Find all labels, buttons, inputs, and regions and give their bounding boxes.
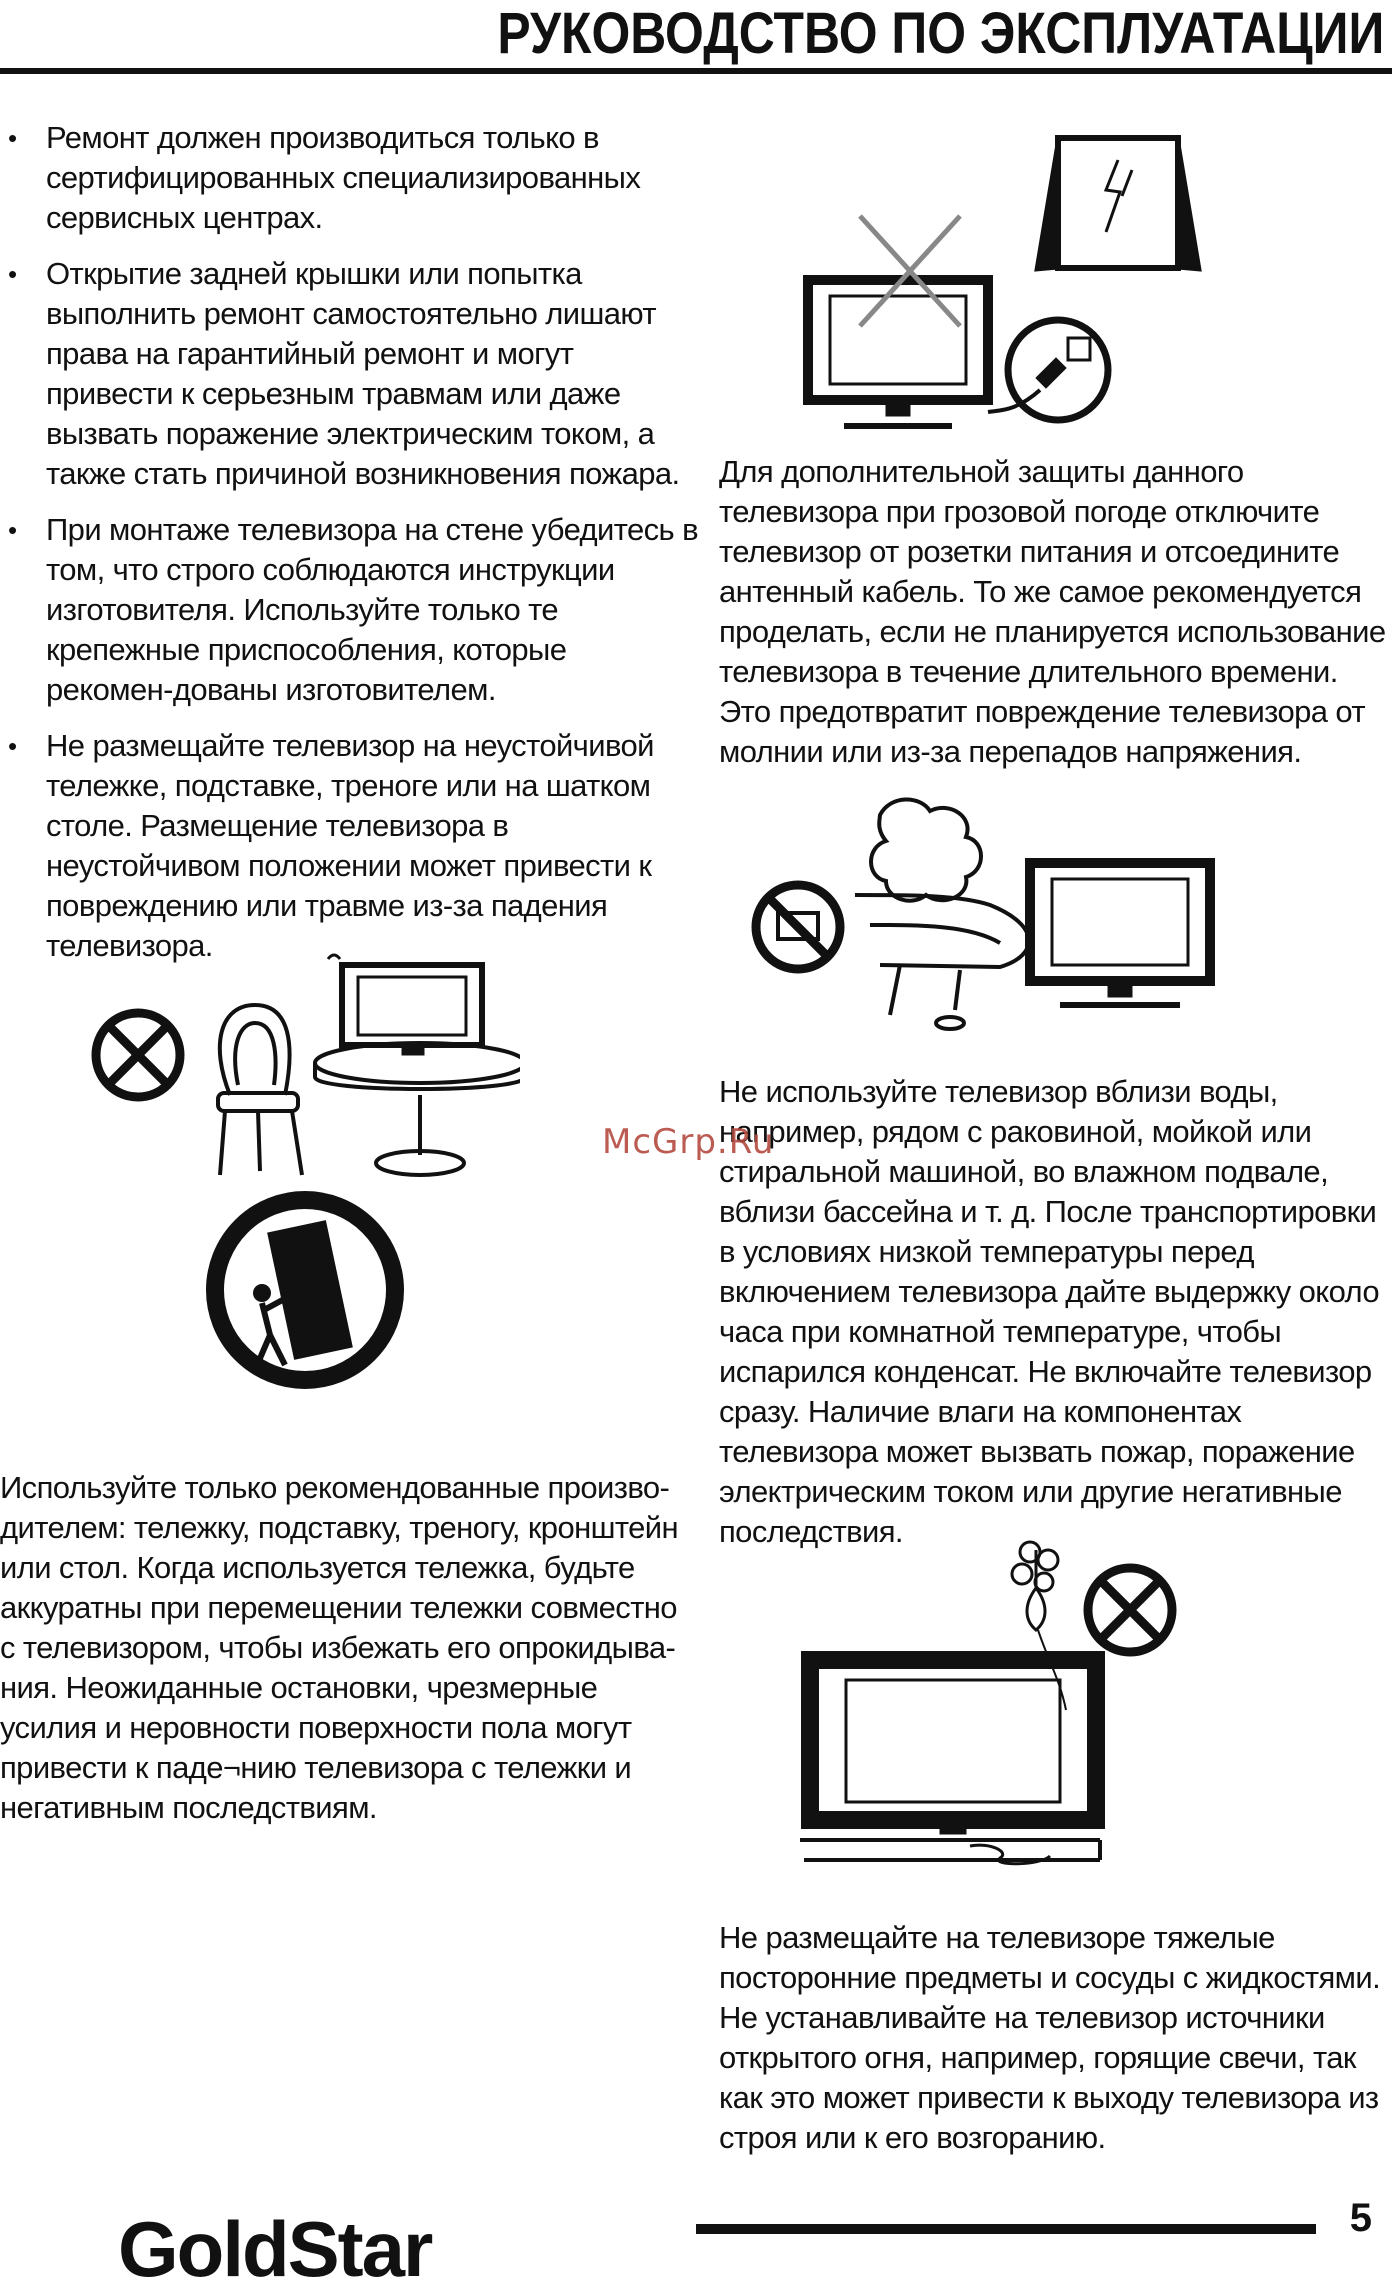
- watermark: McGrp.Ru: [602, 1122, 775, 1162]
- bullet-text: Не размещайте телевизор на неустойчивой тележке, подставке, треноге или на шатком столе. Размещение телевизора в неустойчивом положении может привести к повреждению или травме из-за падения телевизора.: [46, 728, 654, 963]
- plug-icon: [988, 320, 1108, 420]
- bullet-icon: •: [8, 515, 17, 545]
- water-hazard-illustration: [740, 795, 1260, 1045]
- water-paragraph: Не используйте телевизор вблизи воды, например, рядом с раковиной, мойкой или стиральной машиной, во влажном подвале, вблизи бассейна и т. д. После транспортировки в условиях низкой температуры перед включением телевизора дайте выдержку около часа при комнатной температуре, чтобы испарился конденсат. Не включайте телевизор сразу. Наличие влаги на компонентах телевизора может вызвать пожар, поражение электрическим током или другие негативные последствия.: [719, 1074, 1380, 1549]
- header-rule: [0, 68, 1392, 74]
- bullet-icon: •: [8, 259, 17, 289]
- faucet-icon: [855, 799, 1029, 1029]
- tv-icon: [1030, 863, 1210, 1005]
- vase-on-tv-illustration: [800, 1530, 1190, 1890]
- prohibition-icon: [756, 885, 840, 969]
- lightning-unplug-illustration: [800, 130, 1220, 440]
- list-item: [8, 118, 698, 238]
- unstable-table-illustration: [80, 945, 520, 1185]
- safety-bullet-list: [8, 118, 698, 982]
- brand-logo: [118, 2210, 578, 2286]
- tv-icon: [808, 280, 988, 426]
- brand-logo-text: GoldStar: [118, 2210, 432, 2286]
- vase-icon: [1012, 1542, 1066, 1710]
- table-icon: [315, 1043, 520, 1175]
- bullet-text: Открытие задней крышки или попытка выполнить ремонт самостоятельно лишают права на гарантийный ремонт и могут привести к серьезным травмам или даже вызвать поражение электрическим током, а также стать причиной возникновения пожара.: [46, 256, 680, 491]
- bullet-icon: •: [8, 731, 17, 761]
- page-number: 5: [1349, 2196, 1372, 2240]
- objects-paragraph: Не размещайте на телевизоре тяжелые посторонние предметы и сосуды с жидкостями. Не устанавливайте на телевизор источники открытого огня, например, горящие свечи, так как это может привести к выходу телевизора из строя или к его возгоранию.: [719, 1920, 1381, 2155]
- prohibition-icon: [1088, 1568, 1172, 1652]
- lightning-paragraph: Для дополнительной защиты данного телевизора при грозовой погоде отключите телевизор от розетки питания и отсоедините антенный кабель. То же самое рекомендуется проделать, если не планируется использование телевизора в течение длительного времени. Это предотвратит повреждение телевизора от молнии или из-за перепадов напряжения.: [719, 454, 1386, 769]
- tv-icon: [328, 955, 482, 1055]
- cart-tipover-icon: [215, 1200, 395, 1380]
- cart-paragraph: Используйте только рекомендованные произво-дителем: тележку, подставку, треногу, кронштейн или стол. Когда используется тележка, будьте аккуратны при перемещении тележки совместно с телевизором, чтобы избежать его опрокидыва-ния. Неожиданные остановки, чрезмерные усилия и неровности поверхности пола могут привести к паде¬нию телевизора с тележки и негативным последствиям.: [0, 1470, 679, 1825]
- list-item: [8, 510, 698, 710]
- page-title: РУКОВОДСТВО ПО ЭКСПЛУАТАЦИИ: [497, 1, 1384, 66]
- bullet-text: При монтаже телевизора на стене убедитесь в том, что строго соблюдаются инструкции изготовителя. Используйте только те крепежные приспособления, которые рекомен-дованы изготовителем.: [46, 512, 698, 707]
- list-item: [8, 254, 698, 494]
- list-item: [8, 726, 698, 966]
- bullet-text: Ремонт должен производиться только в сертифицированных специализированных сервисных центрах.: [46, 120, 641, 235]
- cross-mark-icon: [860, 216, 960, 326]
- prohibition-icon: [96, 1013, 180, 1097]
- tv-icon: [800, 1660, 1100, 1864]
- cart-tipover-illustration: [200, 1185, 410, 1400]
- bullet-icon: •: [8, 123, 17, 153]
- chair-icon: [218, 1005, 302, 1175]
- footer-rule: [696, 2224, 1316, 2234]
- lightning-icon: [1036, 138, 1200, 270]
